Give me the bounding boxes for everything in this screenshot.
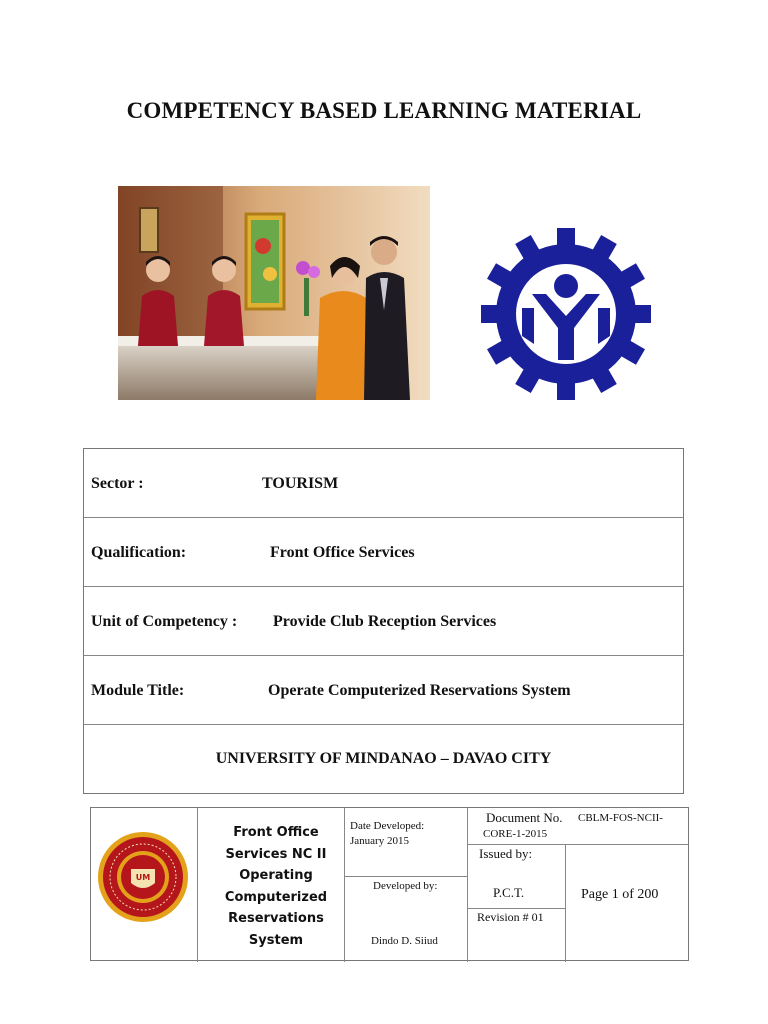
issued-by-value: P.C.T. [493,885,525,900]
revision-number: Revision # 01 [477,910,544,924]
module-value: Operate Computerized Reservations System [268,682,571,699]
document-no-value-1: CBLM-FOS-NCII- [578,812,663,824]
qualification-label: Qualification: [91,544,187,561]
sector-row [84,449,683,518]
reception-photo [118,186,430,400]
module-info-table [83,448,684,794]
document-footer-table [90,807,689,961]
gear-logo-icon [481,228,651,400]
developed-by-label: Developed by: [373,880,438,892]
svg-text:UM: UM [135,873,151,882]
sector-label: Sector : [91,475,144,492]
sector-value: TOURISM [262,475,339,492]
date-developed-label: Date Developed: [350,820,425,832]
developer-name: Dindo D. Siiud [371,935,438,947]
institution-name: UNIVERSITY OF MINDANAO – DAVAO CITY [215,750,552,767]
page-number: Page 1 of 200 [581,887,659,902]
module-label: Module Title: [91,682,185,699]
institution-row [84,725,683,794]
document-no-label: Document No. [486,810,563,825]
issued-by-label: Issued by: [479,846,533,861]
module-row [84,656,683,725]
university-seal-icon [97,830,189,924]
unit-row [84,587,683,656]
document-no-value-2: CORE-1-2015 [483,828,548,840]
unit-label: Unit of Competency : [91,613,238,630]
unit-value: Provide Club Reception Services [273,613,497,630]
date-developed-value: January 2015 [350,835,409,847]
qualification-row [84,518,683,587]
module-name-block: Front Office Services NC II Operating Computerized Reservations System [224,825,328,948]
document-title: COMPETENCY BASED LEARNING MATERIAL [126,98,642,123]
qualification-value: Front Office Services [270,544,415,561]
